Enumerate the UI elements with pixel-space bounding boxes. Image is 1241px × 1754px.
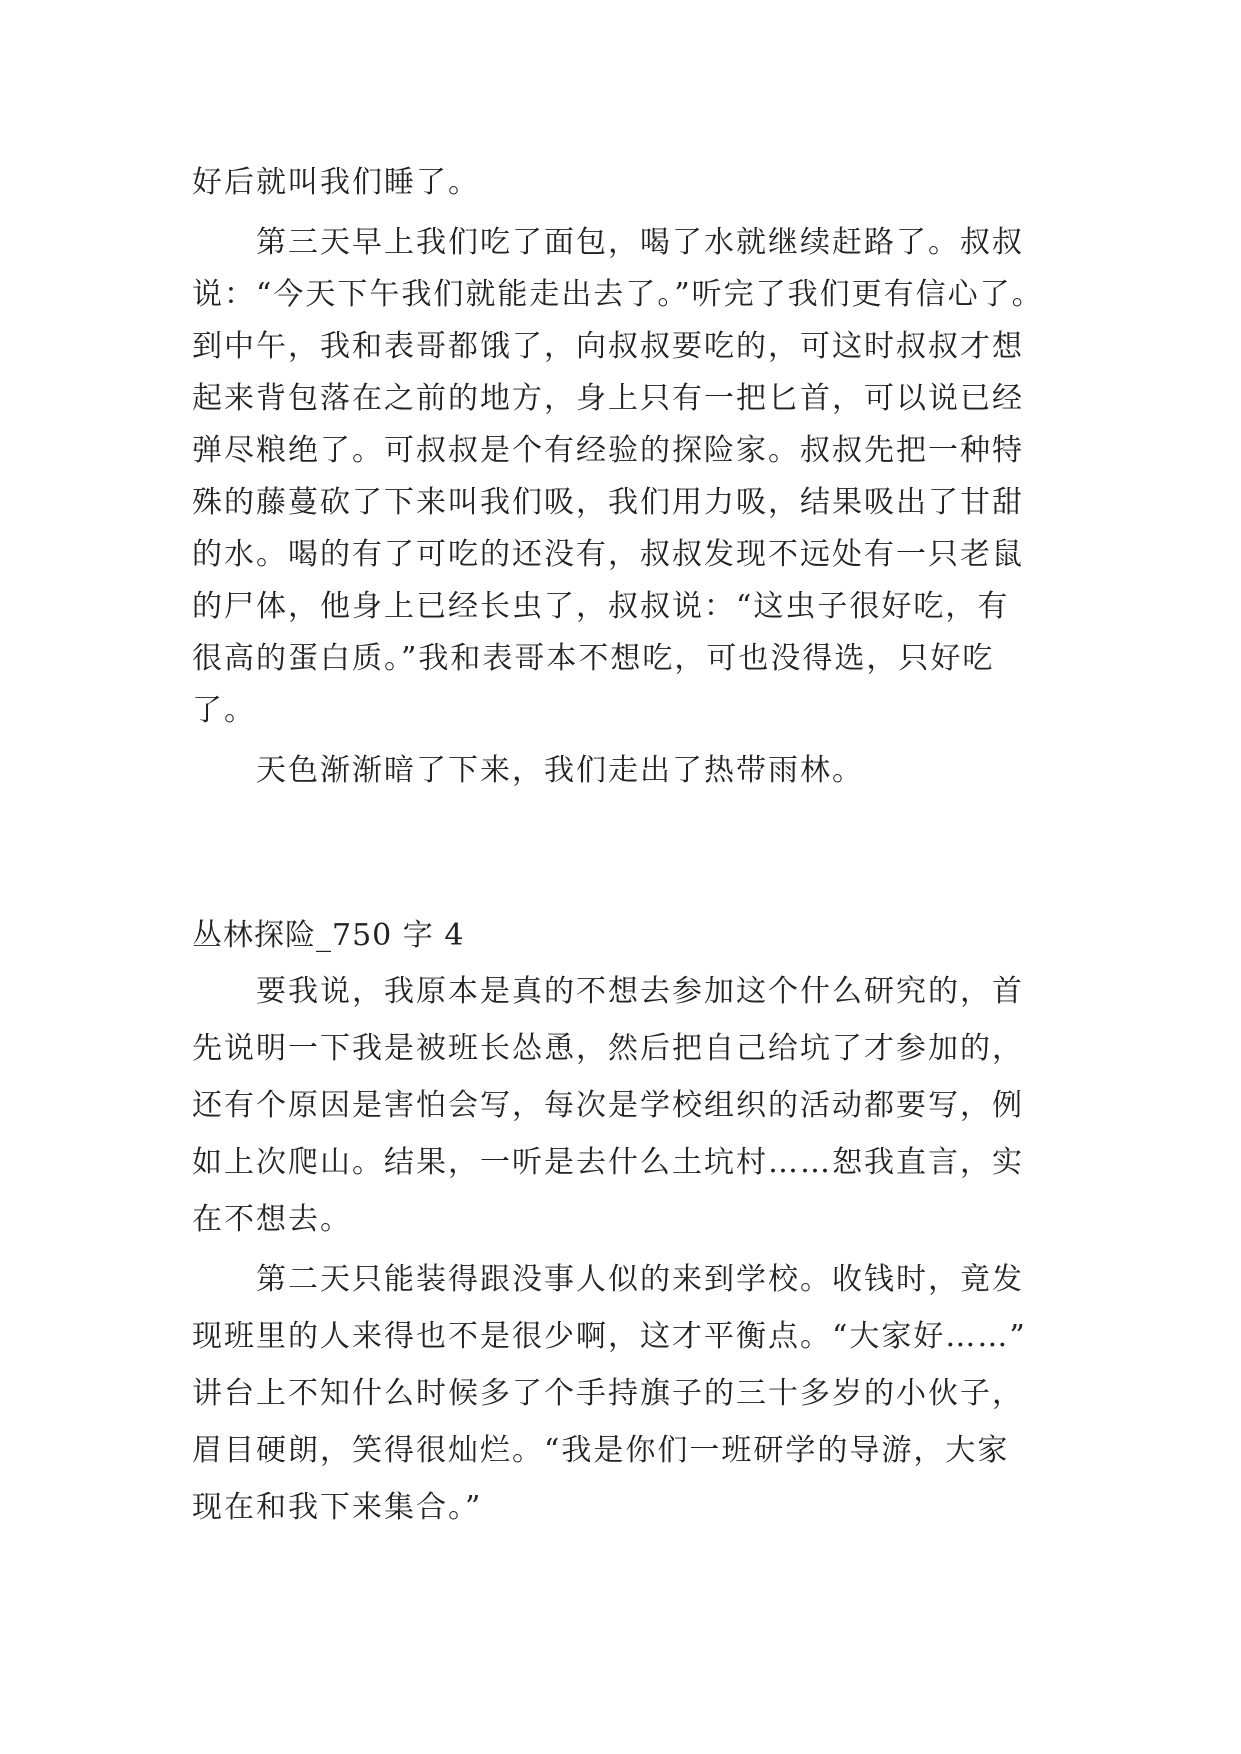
paragraph-line: 的尸体，他身上已经长虫了，叔叔说：“这虫子很好吃，有 bbox=[192, 589, 1010, 624]
paragraph-line: 现班里的人来得也不是很少啊，这才平衡点。“大家好……” bbox=[192, 1319, 1027, 1354]
paragraph-line: 在不想去。 bbox=[192, 1202, 352, 1237]
paragraph-line: 第三天早上我们吃了面包，喝了水就继续赶路了。叔叔 bbox=[256, 225, 1024, 260]
paragraph-line: 说：“今天下午我们就能走出去了。”听完了我们更有信心了。 bbox=[192, 277, 1044, 312]
paragraph-line: 现在和我下来集合。” bbox=[192, 1490, 483, 1525]
paragraph-line: 很高的蛋白质。”我和表哥本不想吃，可也没得选，只好吃 bbox=[192, 641, 995, 676]
paragraph-line: 起来背包落在之前的地方，身上只有一把匕首，可以说已经 bbox=[192, 381, 1024, 416]
paragraph-line: 讲台上不知什么时候多了个手持旗子的三十多岁的小伙子， bbox=[192, 1376, 1024, 1411]
paragraph-line: 第二天只能装得跟没事人似的来到学校。收钱时，竟发 bbox=[256, 1262, 1024, 1297]
paragraph-line: 要我说，我原本是真的不想去参加这个什么研究的，首 bbox=[256, 974, 1024, 1009]
section-title: 丛林探险_750 字 4 bbox=[192, 918, 465, 953]
paragraph-line: 天色渐渐暗了下来，我们走出了热带雨林。 bbox=[256, 753, 864, 788]
paragraph-line: 如上次爬山。结果，一听是去什么土坑村……恕我直言，实 bbox=[192, 1145, 1024, 1180]
paragraph-line: 到中午，我和表哥都饿了，向叔叔要吃的，可这时叔叔才想 bbox=[192, 329, 1024, 364]
paragraph-line: 还有个原因是害怕会写，每次是学校组织的活动都要写，例 bbox=[192, 1088, 1024, 1123]
paragraph-line: 眉目硬朗，笑得很灿烂。“我是你们一班研学的导游，大家 bbox=[192, 1433, 1010, 1468]
paragraph-line: 好后就叫我们睡了。 bbox=[192, 165, 480, 200]
paragraph-line: 了。 bbox=[192, 693, 256, 728]
paragraph-line: 的水。喝的有了可吃的还没有，叔叔发现不远处有一只老鼠 bbox=[192, 537, 1024, 572]
paragraph-line: 先说明一下我是被班长怂恿，然后把自己给坑了才参加的， bbox=[192, 1031, 1024, 1066]
paragraph-line: 殊的藤蔓砍了下来叫我们吸，我们用力吸，结果吸出了甘甜 bbox=[192, 485, 1024, 520]
paragraph-line: 弹尽粮绝了。可叔叔是个有经验的探险家。叔叔先把一种特 bbox=[192, 433, 1024, 468]
